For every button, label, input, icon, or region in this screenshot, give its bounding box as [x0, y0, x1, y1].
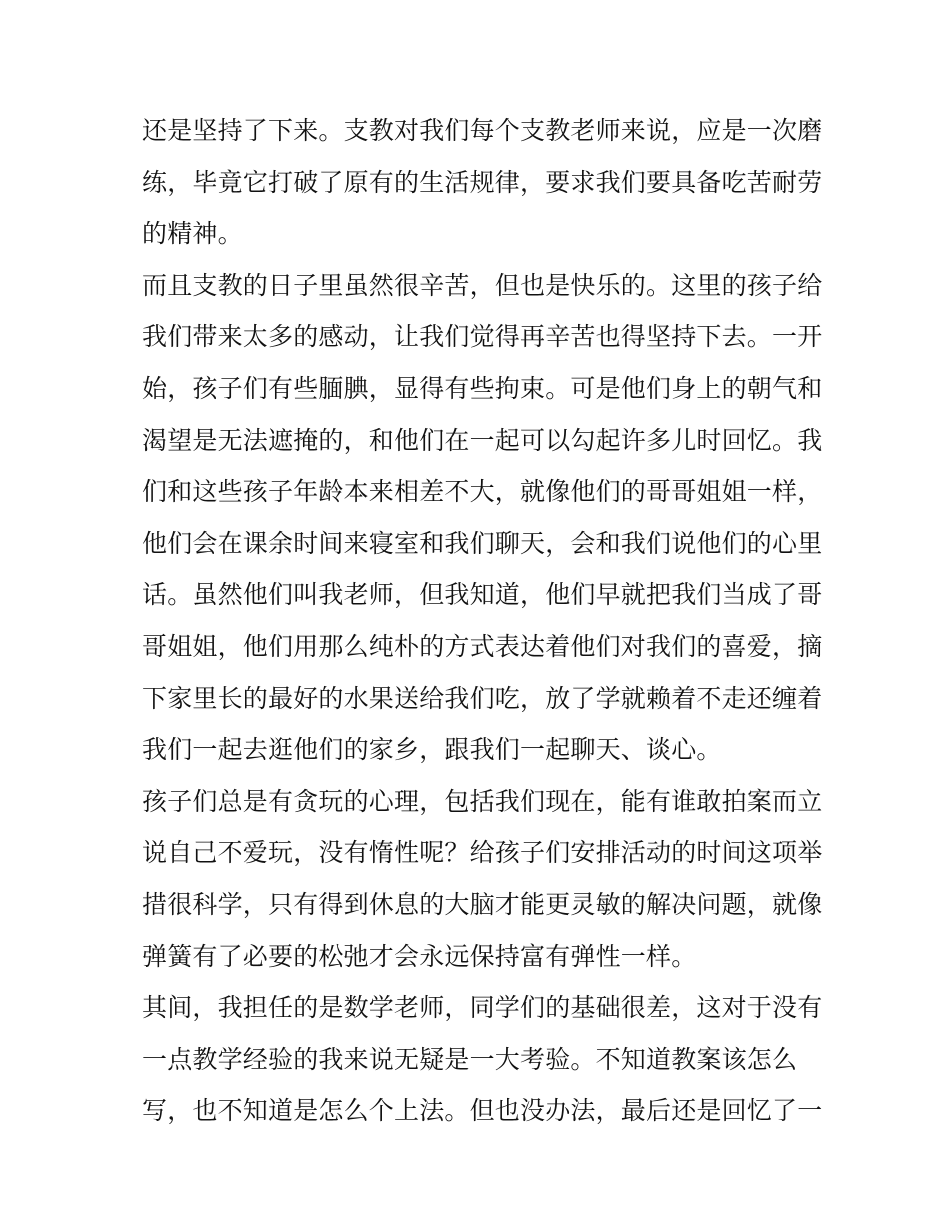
text-line: 下家里长的最好的水果送给我们吃，放了学就赖着不走还缠着: [142, 683, 823, 713]
text-line: 我们一起去逛他们的家乡，跟我们一起聊天、谈心。: [142, 735, 722, 765]
text-line: 弹簧有了必要的松弛才会永远保持富有弹性一样。: [142, 941, 697, 971]
text-line: 一点教学经验的我来说无疑是一大考验。不知道教案该怎么: [142, 1044, 798, 1074]
text-line: 还是坚持了下来。支教对我们每个支教老师来说，应是一次磨: [142, 116, 823, 145]
text-line: 哥姐姐，他们用那么纯朴的方式表达着他们对我们的喜爱，摘: [142, 631, 823, 661]
text-line: 说自己不爱玩，没有惰性呢？给孩子们安排活动的时间这项举: [142, 838, 823, 868]
body-text: [142, 105, 822, 1137]
text-line: 措很科学，只有得到休息的大脑才能更灵敏的解决问题，就像: [142, 889, 823, 919]
text-line: 我们带来太多的感动，让我们觉得再辛苦也得坚持下去。一开: [142, 322, 823, 352]
text-line: 其间，我担任的是数学老师，同学们的基础很差，这对于没有: [142, 993, 823, 1023]
text-line: 而且支教的日子里虽然很辛苦，但也是快乐的。这里的孩子给: [142, 270, 823, 300]
text-line: 的精神。: [142, 219, 243, 249]
text-line: 孩子们总是有贪玩的心理，包括我们现在，能有谁敢拍案而立: [142, 786, 823, 816]
text-line: 他们会在课余时间来寝室和我们聊天，会和我们说他们的心里: [142, 528, 823, 558]
text-line: 练，毕竟它打破了原有的生活规律，要求我们要具备吃苦耐劳: [142, 167, 823, 197]
text-line: 渴望是无法遮掩的，和他们在一起可以勾起许多儿时回忆。我: [142, 425, 823, 455]
text-line: 写，也不知道是怎么个上法。但也没办法，最后还是回忆了一: [142, 1096, 823, 1126]
text-line: 们和这些孩子年龄本来相差不大，就像他们的哥哥姐姐一样，: [142, 477, 823, 507]
text-line: 话。虽然他们叫我老师，但我知道，他们早就把我们当成了哥: [142, 580, 823, 610]
text-line: 始，孩子们有些腼腆，显得有些拘束。可是他们身上的朝气和: [142, 373, 823, 403]
